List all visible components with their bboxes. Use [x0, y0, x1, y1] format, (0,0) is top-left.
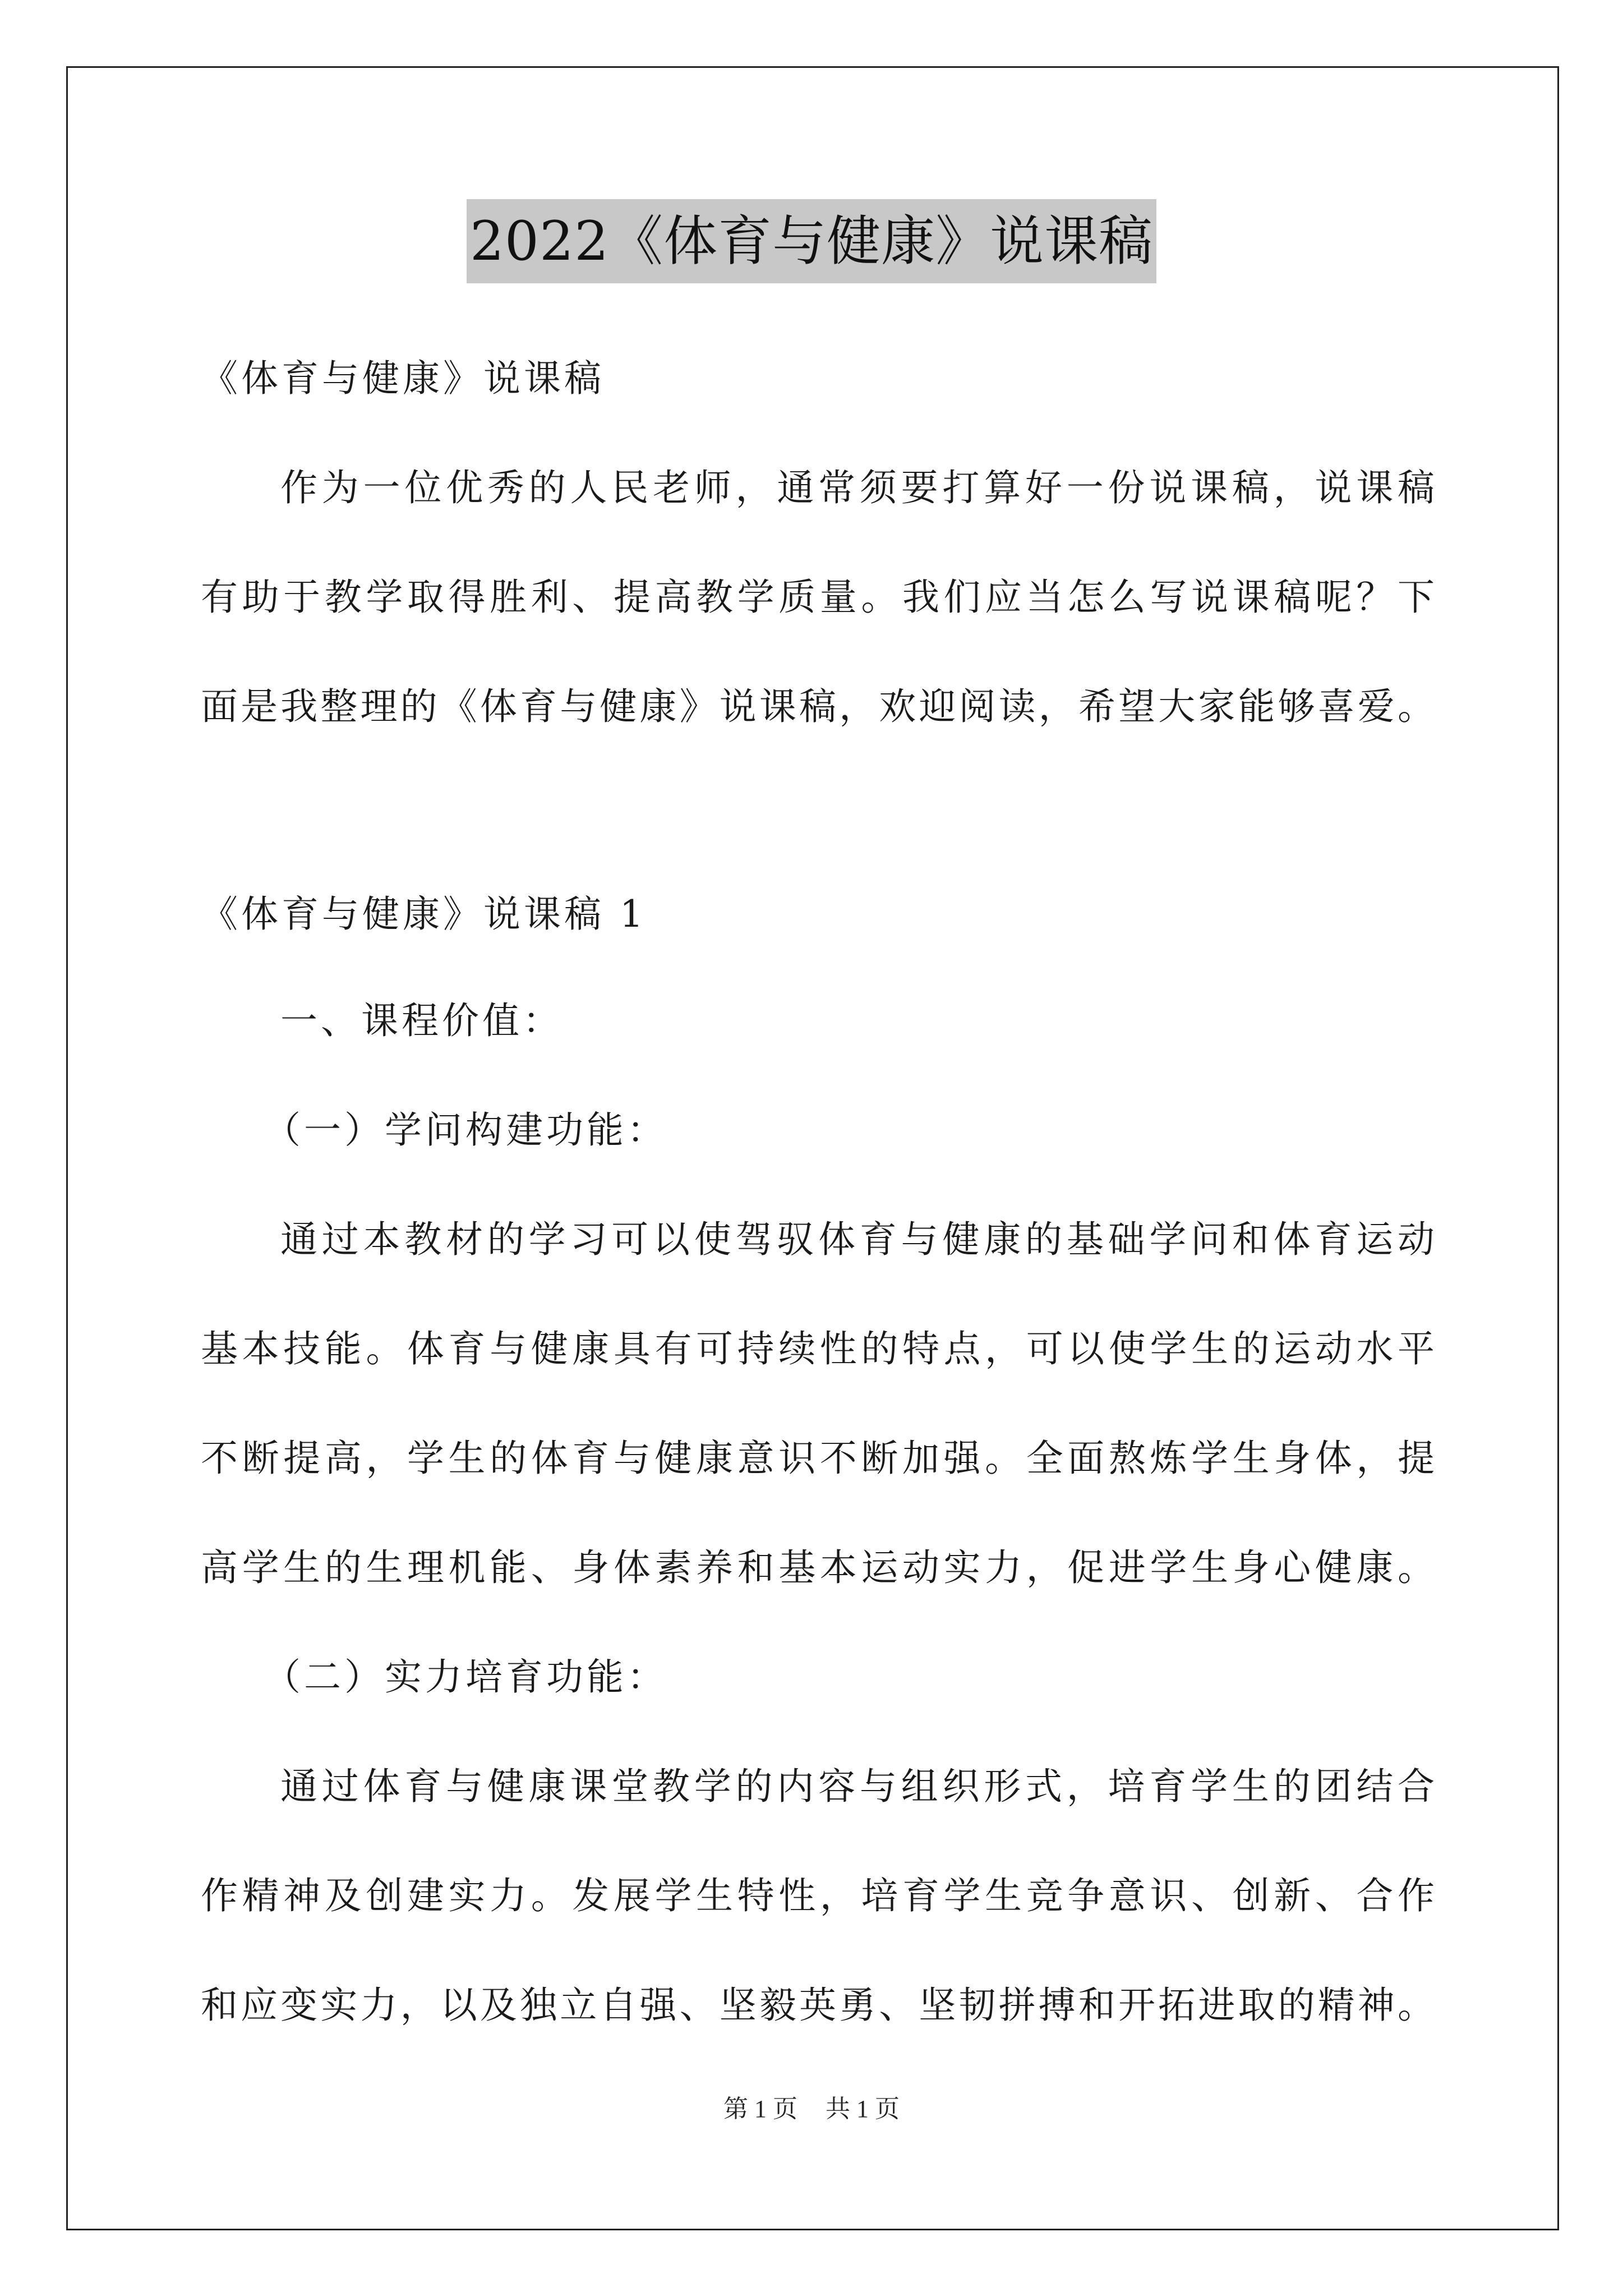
paragraph-line: 通过本教材的学习可以使驾驭体育与健康的基础学问和体育运动 — [280, 1218, 1435, 1261]
heading-course-value: 一、课程价值： — [280, 999, 563, 1042]
page-total: 共 1 页 — [826, 2095, 900, 2123]
intro-line: 面是我整理的《体育与健康》说课稿，欢迎阅读，希望大家能够喜爱。 — [201, 685, 1435, 728]
paragraph-line: 作精神及创建实力。发展学生特性，培育学生竞争意识、创新、合作 — [201, 1874, 1435, 1917]
paragraph-line: 高学生的生理机能、身体素养和基本运动实力，促进学生身心健康。 — [201, 1546, 1435, 1589]
paragraph-line: 通过体育与健康课堂教学的内容与组织形式，培育学生的团结合 — [280, 1765, 1435, 1808]
document-title: 2022《体育与健康》说课稿 — [467, 199, 1156, 283]
subheading-knowledge: （一）学问构建功能： — [264, 1108, 667, 1152]
title-container — [0, 199, 1623, 283]
subheading-ability: （二）实力培育功能： — [264, 1655, 667, 1699]
section-title: 《体育与健康》说课稿 1 — [201, 892, 647, 936]
document-subtitle: 《体育与健康》说课稿 — [201, 357, 605, 400]
paragraph-line: 和应变实力，以及独立自强、坚毅英勇、坚韧拼搏和开拓进取的精神。 — [201, 1984, 1435, 2027]
page-number: 第 1 页 — [723, 2095, 797, 2123]
intro-line: 作为一位优秀的人民老师，通常须要打算好一份说课稿，说课稿 — [280, 466, 1435, 509]
page-footer — [0, 2092, 1623, 2126]
intro-line: 有助于教学取得胜利、提高教学质量。我们应当怎么写说课稿呢？下 — [201, 576, 1435, 619]
paragraph-line: 不断提高，学生的体育与健康意识不断加强。全面熬炼学生身体，提 — [201, 1437, 1435, 1480]
paragraph-line: 基本技能。体育与健康具有可持续性的特点，可以使学生的运动水平 — [201, 1327, 1435, 1370]
